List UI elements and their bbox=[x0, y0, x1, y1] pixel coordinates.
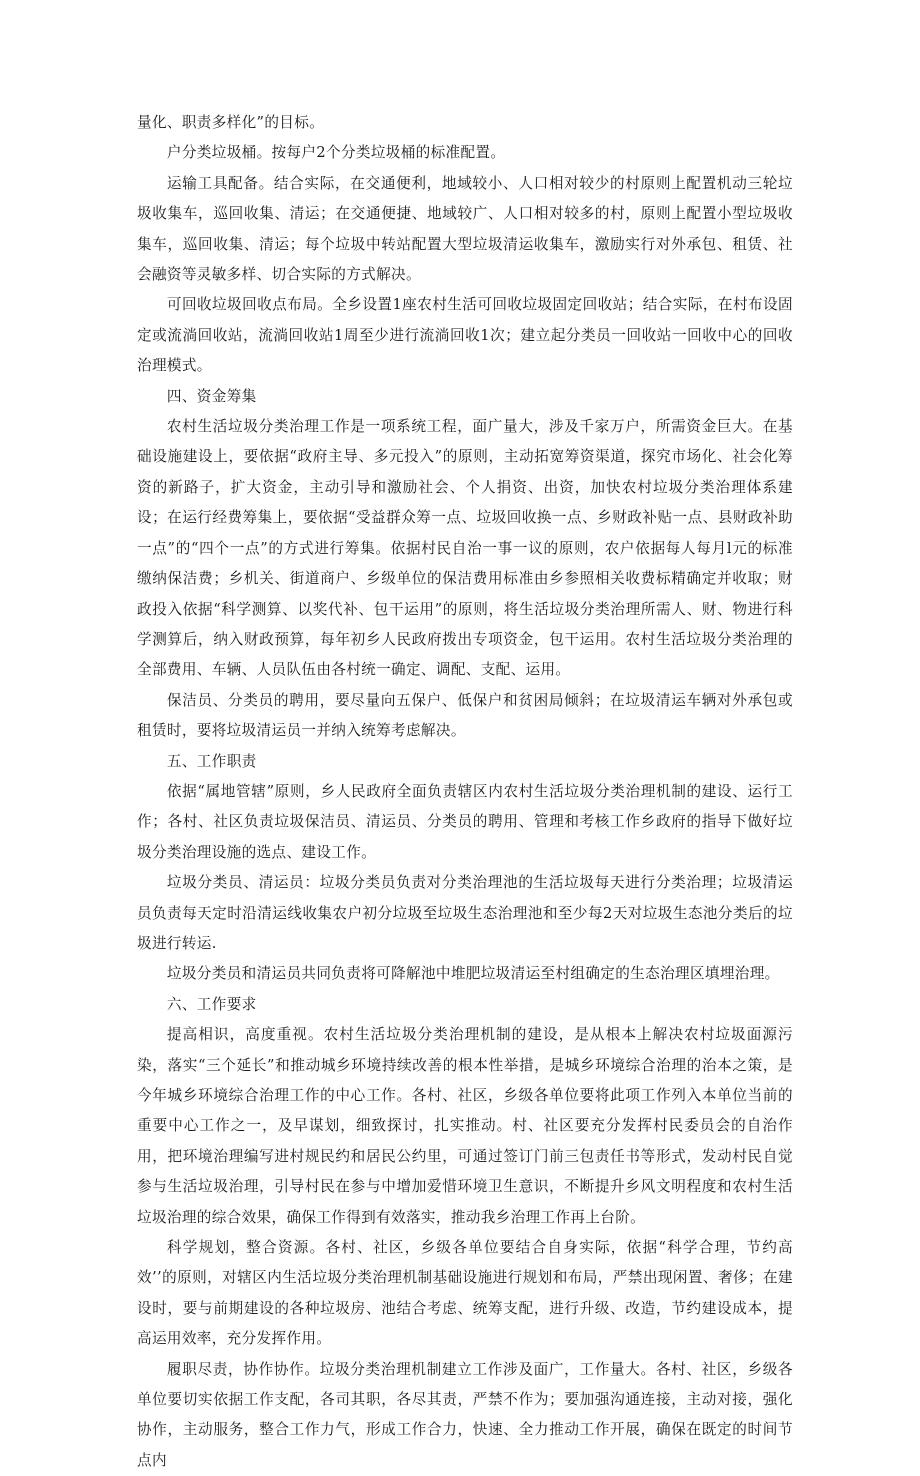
paragraph-territorial-duty: 依据“属地管辖”原则，乡人民政府全面负责辖区内农村生活垃圾分类治理机制的建设、运行工作；各村、社区负责垃圾保洁员、清运员、分类员的聘用、管理和考核工作乡政府的指导下做好垃圾分类治理设施的选点、建设工作。 bbox=[137, 782, 793, 861]
paragraph-continuation: 量化、职责多样化”的目标。 bbox=[137, 114, 325, 131]
paragraph-recycling-points: 可回收垃圾回收点布局。全乡设置1座农村生活可回收垃圾固定回收站；结合实际，在村布设固定或流淌回收站，流淌回收站1周至少进行流淌回收1次；建立起分类员一回收站一回收中心的回收治理模式。 bbox=[137, 296, 793, 375]
paragraph-household-bins: 户分类垃圾桶。按每户2个分类垃圾桶的标准配置。 bbox=[166, 144, 506, 162]
paragraph-transport-tools: 运输工具配备。结合实际，在交通便利，地域较小、人口相对较少的村原则上配置机动三轮垃圾收集车，巡回收集、清运；在交通便捷、地域较广、人口相对较多的村，原则上配置小型垃圾收集车，巡回收集、清运；每个垃圾中转站配置大型垃圾清运收集车，激励实行对外承包、租赁、社会融资等灵敏多样、切合实际的方式解决。 bbox=[137, 174, 793, 284]
section-heading-funding: 四、资金筹集 bbox=[166, 387, 257, 405]
section-heading-duties: 五、工作职责 bbox=[166, 752, 257, 770]
paragraph-awareness: 提高相识，高度重视。农村生活垃圾分类治理机制的建设，是从根本上解决农村垃圾面源污染，落实“三个延长”和推动城乡环境持续改善的根本性举措，是城乡环境综合治理的治本之策，是今年城乡环境综合治理工作的中心工作。各村、社区，乡级各单位要将此项工作列入本单位当前的重要中心工作之一，及早谋划，细致探讨，扎实推动。村、社区要充分发挥村民委员会的自治作用，把环境治理编写进村规民约和居民公约里，可通过签订门前三包责任书等形式，发动村民自觉参与生活垃圾治理，引导村民在参与中增加爱惜环境卫生意识，不断提升乡风文明程度和农村生活垃圾治理的综合效果，确保工作得到有效落实，推动我乡治理工作再上台阶。 bbox=[137, 1026, 793, 1226]
paragraph-planning: 科学规划，整合资源。各村、社区，乡级各单位要结合自身实际，依据“科学合理，节约高效’’的原则，对辖区内生活垃圾分类治理机制基础设施进行规划和布局，严禁出现闲置、奢侈；在建设时，要与前期建设的各种垃圾房、池结合考虑、统筹支配，进行升级、改造，节约建设成本，提高运用效率，充分发挥作用。 bbox=[137, 1239, 793, 1348]
paragraph-compost-duty: 垃圾分类员和清运员共同负责将可降解池中堆肥垃圾清运至村组确定的生态治理区填埋治理。 bbox=[166, 965, 780, 983]
paragraph-funding: 农村生活垃圾分类治理工作是一项系统工程，面广量大，涉及千家万户，所需资金巨大。在基础设施建设上，要依据“政府主导、多元投入”的原则，主动拓宽筹资渠道，探究市场化、社会化筹资的新路子，扩大资金，主动引导和激励社会、个人捐资、出资，加快农村垃圾分类治理体系建设；在运行经费筹集上，要依据“受益群众筹一点、垃圾回收换一点、乡财政补贴一点、县财政补助一点”的“四个一点”的方式进行筹集。依据村民自治一事一议的原则，农户依据每人每月l元的标准缴纳保洁费；乡机关、街道商户、乡级单位的保洁费用标准由乡参照相关收费标精确定并收取；财政投入依据“科学测算、以奖代补、包干运用”的原则，将生活垃圾分类治理所需人、财、物进行科学测算后，纳入财政预算，每年初乡人民政府拨出专项资金，包干运用。农村生活垃圾分类治理的全部费用、车辆、人员队伍由各村统一确定、调配、支配、运用。 bbox=[137, 418, 793, 679]
paragraph-sorter-duty: 垃圾分类员、清运员：垃圾分类员负责对分类治理池的生活垃圾每天进行分类治理；垃圾清运员负责每天定时沿清运线收集农户初分垃圾至垃圾生态治理池和至少每2天对垃圾生态池分类后的垃圾进行转运. bbox=[137, 874, 793, 952]
paragraph-hiring: 保洁员、分类员的聘用，要尽量向五保户、低保户和贫困局倾斜；在垃圾清运车辆对外承包或租赁时，要将垃圾清运员一并纳入统筹考虑解决。 bbox=[137, 691, 793, 740]
section-heading-requirements: 六、工作要求 bbox=[166, 995, 257, 1013]
document-page bbox=[137, 108, 793, 1476]
paragraph-cooperation: 履职尽责，协作协作。垃圾分类治理机制建立工作涉及面广，工作量大。各村、社区，乡级各单位要切实依据工作支配，各司其职，各尽其责，严禁不作为；要加强沟通连接，主动对接，强化协作，主动服务，整合工作力气，形成工作合力，快速、全力推动工作开展，确保在既定的时间节点内 bbox=[137, 1360, 793, 1469]
